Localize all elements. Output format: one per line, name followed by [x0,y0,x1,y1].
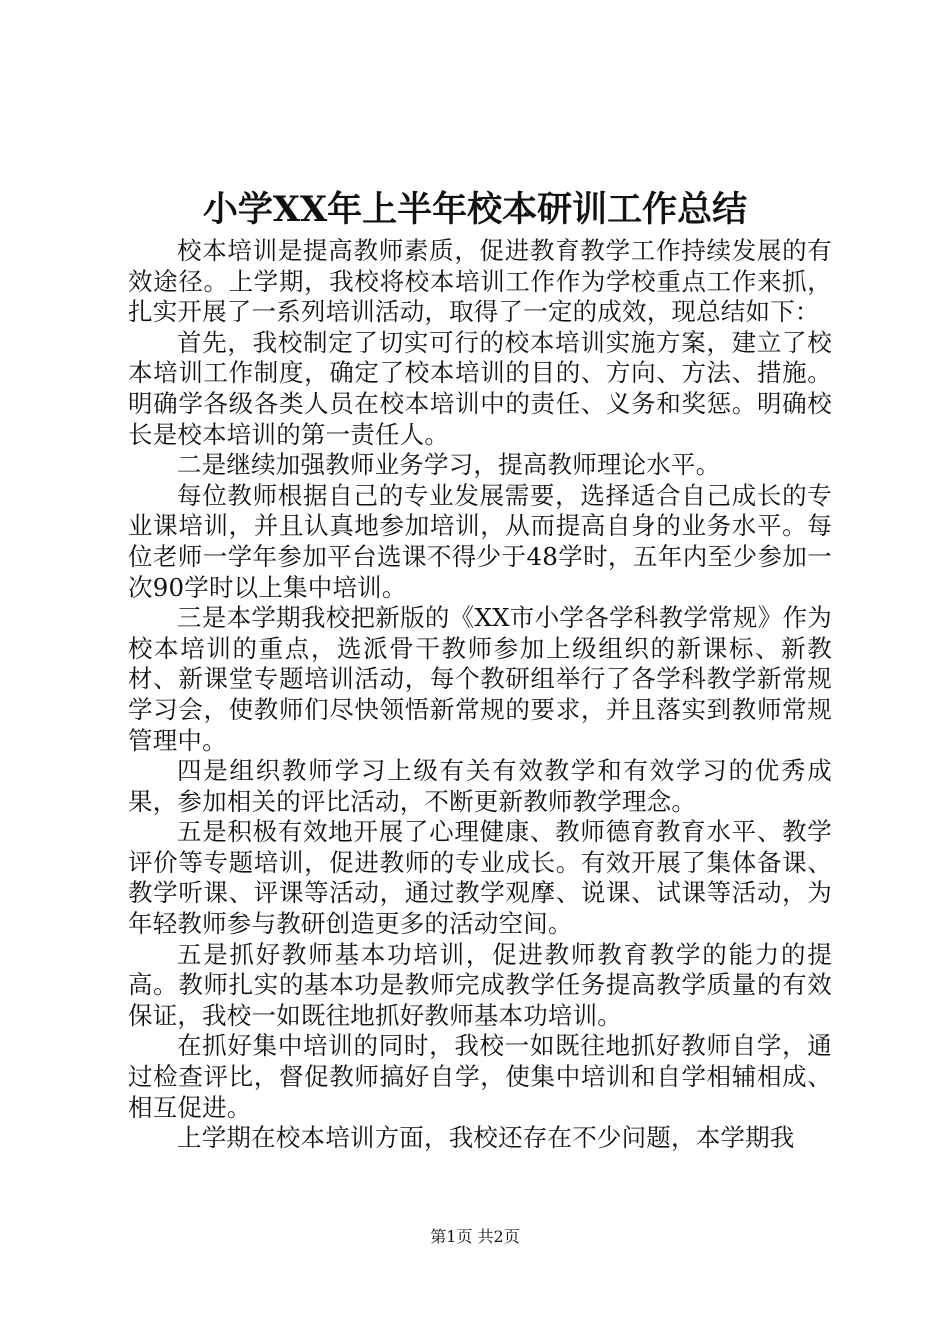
document-body [128,236,832,1154]
document-title: 小学XX年上半年校本研训工作总结 [202,189,748,230]
paragraph-fourth: 四是组织教师学习上级有关有效教学和有效学习的优秀成果，参加相关的评比活动，不断更新教师教学理念。 [128,756,832,816]
paragraph-third: 三是本学期我校把新版的《XX市小学各学科教学常规》作为校本培训的重点，选派骨干教师参加上级组织的新课标、新教材、新课堂专题培训活动，每个教研组举行了各学科教学新常规学习会，使教师们尽快领悟新常规的要求，并且落实到教师常规管理中。 [128,603,832,755]
paragraph-first: 首先，我校制定了切实可行的校本培训实施方案，建立了校本培训工作制度，确定了校本培训的目的、方向、方法、措施。明确学各级各类人员在校本培训中的责任、义务和奖惩。明确校长是校本培训的第一责任人。 [128,327,832,449]
paragraph-fifth-basic-skills: 五是抓好教师基本功培训，促进教师教育教学的能力的提高。教师扎实的基本功是教师完成教学任务提高教学质量的有效保证，我校一如既往地抓好教师基本功培训。 [128,939,832,1030]
paragraph-second: 二是继续加强教师业务学习，提高教师理论水平。 [177,450,721,480]
paragraph-self-study: 在抓好集中培训的同时，我校一如既往地抓好教师自学，通过检查评比，督促教师搞好自学，使集中培训和自学相辅相成、相互促进。 [128,1031,832,1122]
paragraph-problems: 上学期在校本培训方面，我校还存在不少问题，本学期我 [177,1123,795,1153]
page-footer: 第1页 共2页 [430,1227,520,1246]
paragraph-intro: 校本培训是提高教师素质，促进教育教学工作持续发展的有效途径。上学期，我校将校本培训工作作为学校重点工作来抓，扎实开展了一系列培训活动，取得了一定的成效，现总结如下： [128,236,832,327]
paragraph-fifth: 五是积极有效地开展了心理健康、教师德育教育水平、教学评价等专题培训，促进教师的专业成长。有效开展了集体备课、教学听课、评课等活动，通过教学观摩、说课、试课等活动，为年轻教师参与教研创造更多的活动空间。 [128,817,832,939]
paragraph-second-detail: 每位教师根据自己的专业发展需要，选择适合自己成长的专业课培训，并且认真地参加培训，从而提高自身的业务水平。每位老师一学年参加平台选课不得少于48学时，五年内至少参加一次90学时以上集中培训。 [128,480,832,602]
